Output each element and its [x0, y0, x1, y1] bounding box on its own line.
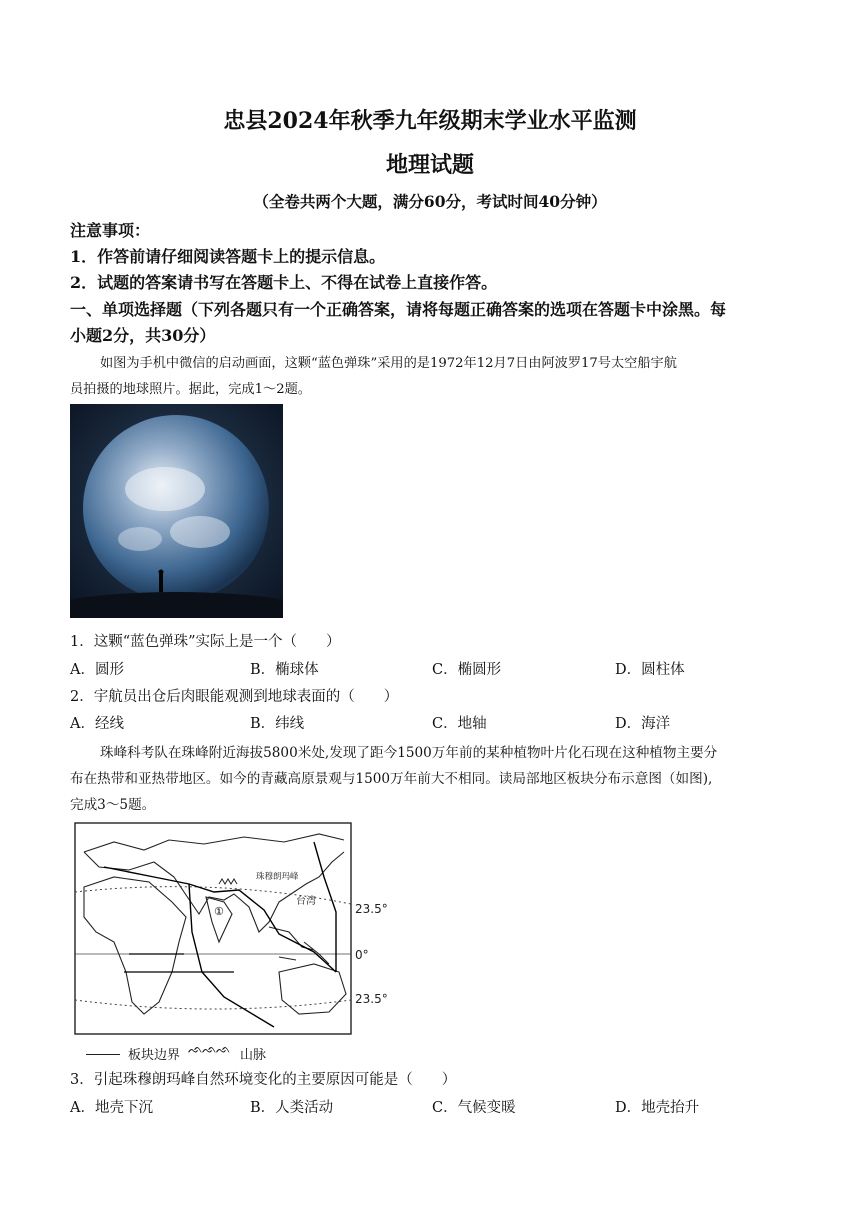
notice-item-2: 2．试题的答案请书写在答题卡上、不得在试卷上直接作答。	[70, 273, 498, 292]
plate-map-figure	[74, 822, 394, 1037]
q3-option-b: B．人类活动	[250, 1100, 334, 1116]
passage2-line3: 完成3～5题。	[70, 797, 156, 813]
q2-stem: 2．宇航员出仓后肉眼能观测到地球表面的（ ）	[70, 689, 399, 705]
section1-heading-line1: 一、单项选择题（下列各题只有一个正确答案，请将每题正确答案的选项在答题卡中涂黑。每	[70, 300, 727, 319]
passage1-line2: 员拍摄的地球照片。据此，完成1～2题。	[70, 382, 311, 397]
legend-mountain-symbol: ᨒᨒᨒ	[188, 1042, 230, 1056]
passage2-line1: 珠峰科考队在珠峰附近海拔5800米处,发现了距今1500万年前的某种植物叶片化石现在这种植物主要分	[100, 745, 718, 761]
map-marker-1: ①	[214, 905, 224, 918]
map-label-taiwan: 台湾	[296, 896, 316, 907]
earth-photo	[70, 404, 283, 618]
lat-label-equator: 0°	[355, 948, 369, 962]
q3-option-a: A．地壳下沉	[70, 1100, 153, 1116]
lat-label-north: 23.5°	[355, 902, 388, 916]
exam-subtitle: 地理试题	[385, 152, 474, 178]
q1-option-d: D．圆柱体	[615, 662, 685, 678]
passage1-line1: 如图为手机中微信的启动画面，这颗“蓝色弹珠”采用的是1972年12月7日由阿波罗17号太空船宇航	[100, 356, 677, 371]
q3-option-c: C．气候变暖	[432, 1100, 516, 1116]
lat-label-south: 23.5°	[355, 992, 388, 1006]
section1-heading-line2: 小题2分，共30分）	[70, 326, 216, 345]
legend-boundary-line	[86, 1054, 120, 1055]
exam-note: （全卷共两个大题，满分60分，考试时间40分钟）	[253, 192, 607, 211]
q3-option-d: D．地壳抬升	[615, 1100, 700, 1116]
earth-image	[70, 404, 283, 618]
q2-option-d: D．海洋	[615, 716, 671, 732]
notice-item-1: 1．作答前请仔细阅读答题卡上的提示信息。	[70, 247, 386, 266]
notice-heading: 注意事项：	[70, 221, 151, 240]
q2-option-c: C．地轴	[432, 716, 487, 732]
q3-stem: 3．引起珠穆朗玛峰自然环境变化的主要原因可能是（ ）	[70, 1072, 457, 1088]
q1-option-c: C．椭圆形	[432, 662, 502, 678]
q2-option-a: A．经线	[70, 716, 124, 732]
plate-map	[74, 822, 394, 1037]
exam-title: 忠县2024年秋季九年级期末学业水平监测	[223, 108, 637, 134]
legend-mountain-label: 山脉	[240, 1048, 267, 1063]
map-frame	[75, 823, 351, 1034]
map-label-everest: 珠穆朗玛峰	[256, 872, 299, 882]
q1-option-b: B．椭球体	[250, 662, 319, 678]
passage2-line2: 布在热带和亚热带地区。如今的青藏高原景观与1500万年前大不相同。读局部地区板块分布示意图（如图),	[70, 771, 713, 787]
q1-stem: 1．这颗“蓝色弹珠”实际上是一个（ ）	[70, 634, 341, 650]
q2-option-b: B．纬线	[250, 716, 305, 732]
legend-boundary-label: 板块边界	[128, 1048, 181, 1063]
q1-option-a: A．圆形	[70, 662, 124, 678]
